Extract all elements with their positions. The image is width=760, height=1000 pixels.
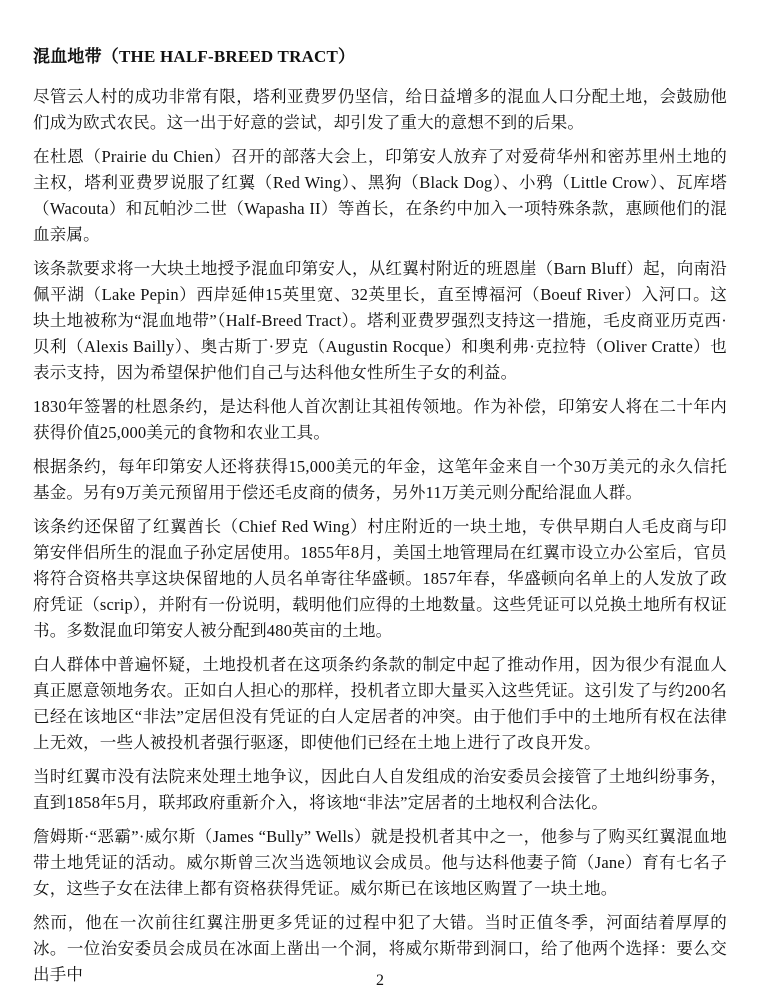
paragraph-7: 白人群体中普遍怀疑，土地投机者在这项条约条款的制定中起了推动作用，因为很少有混血人真正愿意领地务农。正如白人担心的那样，投机者立即大量买入这些凭证。这引发了与约200名已经在该地区“非法”定居但没有凭证的白人定居者的冲突。由于他们手中的土地所有权在法律上无效，一些人被投机者强行驱逐，即使他们已经在土地上进行了改良开发。 [33,655,727,752]
paragraph-4: 1830年签署的杜恩条约，是达科他人首次割让其祖传领地。作为补偿，印第安人将在二十年内获得价值25,000美元的食物和农业工具。 [33,397,727,442]
paragraph-2: 在杜恩（Prairie du Chien）召开的部落大会上，印第安人放弃了对爱荷华州和密苏里州土地的主权，塔利亚费罗说服了红翼（Red Wing）、黑狗（Black Dog）、小鸦（Little Crow）、瓦库塔（Wacouta）和瓦帕沙二世（Wapasha II）等酋长，在条约中加入一项特殊条款，惠顾他们的混血亲属。 [33,147,727,244]
paragraph-3: 该条款要求将一大块土地授予混血印第安人，从红翼村附近的班恩崖（Barn Bluff）起，向南沿佩平湖（Lake Pepin）西岸延伸15英里宽、32英里长，直至博福河（Boeuf River）入河口。这块土地被称为“混血地带”（Half-Breed Tract）。塔利亚费罗强烈支持这一措施，毛皮商亚历克西·贝利（Alexis Bailly）、奥古斯丁·罗克（Augustin Rocque）和奥利弗·克拉特（Oliver Cratte）也表示支持，因为希望保护他们自己与达科他女性所生子女的利益。 [33,259,727,382]
paragraph-6: 该条约还保留了红翼酋长（Chief Red Wing）村庄附近的一块土地，专供早期白人毛皮商与印第安伴侣所生的混血子孙定居使用。1855年8月，美国土地管理局在红翼市设立办公室后，官员将符合资格共享这块保留地的人员名单寄往华盛顿。1857年春，华盛顿向名单上的人发放了政府凭证（scrip），并附有一份说明，载明他们应得的土地数量。这些凭证可以兑换土地所有权证书。多数混血印第安人被分配到480英亩的土地。 [33,517,727,640]
paragraph-10: 然而，他在一次前往红翼注册更多凭证的过程中犯了大错。当时正值冬季，河面结着厚厚的冰。一位治安委员会成员在冰面上凿出一个洞，将威尔斯带到洞口，给了他两个选择：要么交出手中 [33,913,727,984]
paragraph-9: 詹姆斯·“恶霸”·威尔斯（James “Bully” Wells）就是投机者其中之一，他参与了购买红翼混血地带土地凭证的活动。威尔斯曾三次当选领地议会成员。他与达科他妻子简（Jane）育有七名子女，这些子女在法律上都有资格获得凭证。威尔斯已在该地区购置了一块土地。 [33,827,727,898]
document-title: 混血地带（THE HALF-BREED TRACT） [33,47,356,66]
paragraph-8: 当时红翼市没有法院来处理土地争议，因此白人自发组成的治安委员会接管了土地纠纷事务，直到1858年5月，联邦政府重新介入，将该地“非法”定居者的土地权利合法化。 [33,767,727,812]
page-number: 2 [376,972,384,989]
paragraph-5: 根据条约，每年印第安人还将获得15,000美元的年金，这笔年金来自一个30万美元的永久信托基金。另有9万美元预留用于偿还毛皮商的债务，另外11万美元则分配给混血人群。 [33,457,727,502]
paragraph-1: 尽管云人村的成功非常有限，塔利亚费罗仍坚信，给日益增多的混血人口分配土地，会鼓励他们成为欧式农民。这一出于好意的尝试，却引发了重大的意想不到的后果。 [33,87,727,132]
